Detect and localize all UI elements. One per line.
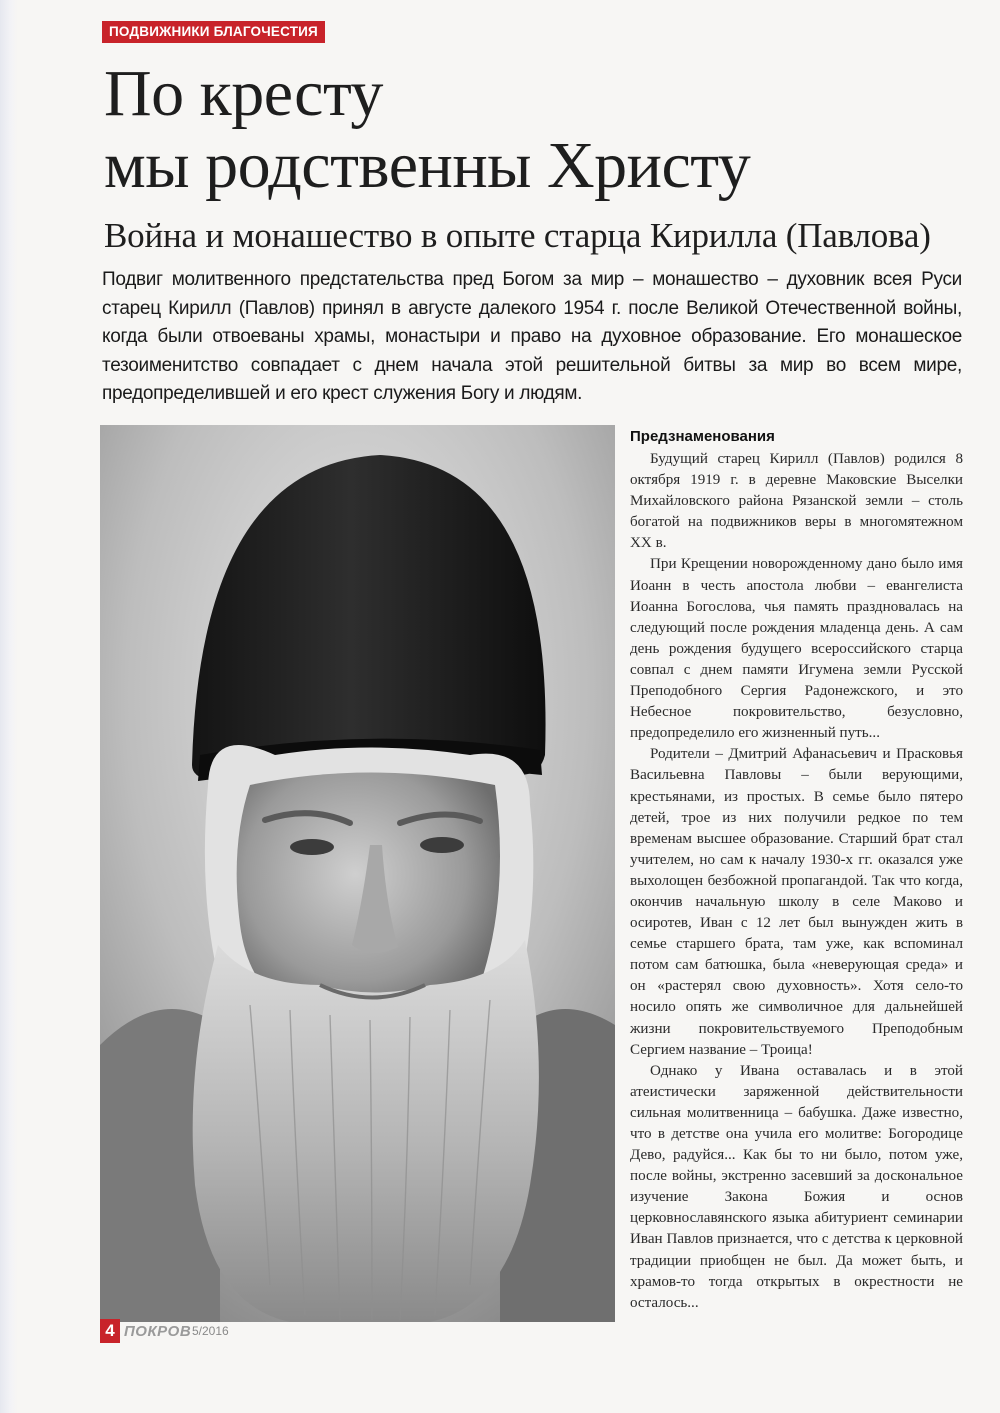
body-paragraph-3: Родители – Дмитрий Афанасьевич и Прасковья Васильевна Павловы – были верующими, крестьянами, из простых. В семье было пятеро детей, трое из них получили редкое по тем временам высшее образование. Старший брат стал учителем, но сам к началу 1930-х гг. оказался уже выхолощен безбожной пропагандой. Так что когда, окончив начальную школу в селе Маково и осиротев, Иван с 12 лет был вынужден жить в семье старшего брата, там уже, как вспоминал потом сам батюшка, была «неверующая среда» и он «растерял свою духовность». Хотя село-то носило опять же символичное для дальнейшей жизни покровительствуемого Преподобным Сергием название – Троица! [630, 746, 963, 1058]
body-paragraph-2: При Крещении новорожденному дано было имя Иоанн в честь апостола любви – евангелиста Иоанна Богослова, чья память праздновалась на следующий после рождения младенца день. А сам день рождения будущего всероссийского старца совпал с днем памяти Игумена земли Русской Преподобного Сергия Радонежского, и это Небесное покровительство, безусловно, предопределило его жизненный путь... [630, 556, 963, 742]
page-footer [100, 1318, 229, 1344]
article-body [630, 426, 963, 1314]
body-paragraph-4: Однако у Ивана оставалась и в этой атеистически заряженной действительности сильная молитвенница – бабушка. Даже известно, что в детстве она учила его молитве: Богородице Дево, радуйся... Как бы то ни было, потом уже, после войны, экстренно засевший за доскональное изучение Закона Божия и основ церковнославянского языка абитуриент семинарии Иван Павлов признается, что с детства к церковной традиции приобщен не был. Да может быть, и храмов-то тогда открытых в окрестности не осталось... [630, 1062, 963, 1311]
article-title-line-2: мы родственны Христу [104, 129, 751, 202]
article-title-line-1: По кресту [104, 57, 383, 130]
lead-paragraph: Подвиг молитвенного предстательства пред Богом за мир – монашество – духовник всея Руси старец Кирилл (Павлов) принял в августе далекого 1954 г. после Великой Отечественной войны, когда были отвоеваны храмы, монастыри и право на духовное образование. Его монашеское тезоименитство совпадает с днем начала этой решительной битвы за мир во всем мире, предопределившей и его крест служения Богу и людям. [102, 269, 962, 404]
article-title [104, 58, 924, 202]
page-edge [0, 0, 18, 1413]
rubric-label: ПОДВИЖНИКИ БЛАГОЧЕСТИЯ [102, 21, 325, 43]
body-paragraph-1: Будущий старец Кирилл (Павлов) родился 8 октября 1919 г. в деревне Маковские Выселки Михайловского района Рязанской земли – столь богатой на подвижников веры в многомятежном XX в. [630, 451, 963, 552]
magazine-logo: ПОКРОВ [124, 1322, 192, 1340]
issue-number: 5/2016 [192, 1324, 229, 1338]
page-number: 4 [100, 1319, 120, 1343]
section-heading: Предзнаменования [630, 428, 775, 445]
article-subtitle: Война и монашество в опыте старца Кирилла (Павлова) [104, 216, 931, 255]
portrait-photo [100, 425, 615, 1322]
